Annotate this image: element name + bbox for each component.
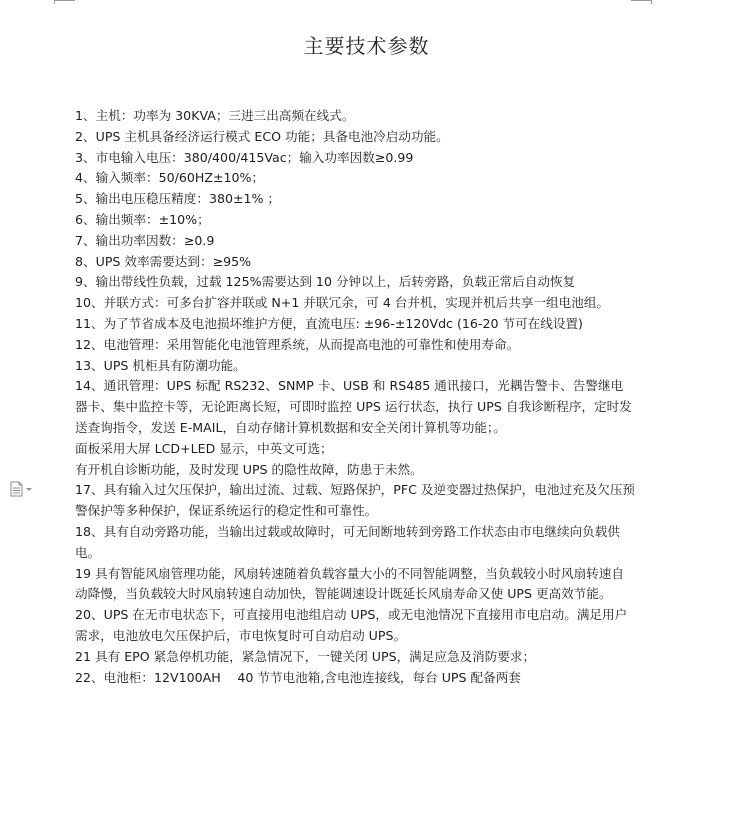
spec-item-19: 19 具有智能风扇管理功能，风扇转速随着负载容量大小的不同智能调整，当负载较小时风扇转速自动降慢，当负载较大时风扇转速自动加快，智能调速设计既延长风扇寿命又使 UPS 更高效节能。 bbox=[75, 565, 624, 602]
spec-item-11: 11、为了节省成本及电池损坏维护方便，直流电压: ±96-±120Vdc (16-20 节可在线设置) bbox=[75, 315, 583, 331]
spec-item-14: 14、通讯管理：UPS 标配 RS232、SNMP 卡、USB 和 RS485 通讯接口，光耦告警卡、告警继电器卡、集中监控卡等，无论距离长短，可即时监控 UPS 运行状态，执行 UPS 自我诊断程序，定时发送查询指令，发送 E-MAIL，自动存储计算机数据和安全关闭计算机等功能；。 bbox=[75, 378, 632, 435]
spec-item-18: 18、具有自动旁路功能，当输出过载或故障时，可无间断地转到旁路工作状态由市电继续向负载供电。 bbox=[75, 523, 620, 560]
spec-item-16: 有开机自诊断功能，及时发现 UPS 的隐性故障，防患于未然。 bbox=[75, 461, 423, 477]
spec-item-8: 8、UPS 效率需要达到：≥95% bbox=[75, 253, 252, 269]
spec-item-15: 面板采用大屏 LCD+LED 显示，中英文可选； bbox=[75, 440, 333, 456]
spec-item-13: 13、UPS 机柜具有防潮功能。 bbox=[75, 357, 246, 373]
page-corner-mark-left bbox=[54, 0, 75, 4]
spec-item-22: 22、电池柜：12V100AH 40 节节电池箱,含电池连接线，每台 UPS 配备两套 bbox=[75, 669, 521, 685]
spec-item-10: 10、并联方式：可多台扩容并联或 N+1 并联冗余，可 4 台并机，实现并机后共享一组电池组。 bbox=[75, 295, 610, 311]
spec-item-6: 6、输出频率：±10%； bbox=[75, 211, 210, 227]
spec-item-2: 2、UPS 主机具备经济运行模式 ECO 功能；具备电池冷启动功能。 bbox=[75, 128, 449, 144]
spec-item-5: 5、输出电压稳压精度：380±1% ； bbox=[75, 191, 281, 207]
page-corner-mark-right bbox=[631, 0, 652, 4]
document-body bbox=[75, 106, 635, 688]
spec-item-12: 12、电池管理：采用智能化电池管理系统，从而提高电池的可靠性和使用寿命。 bbox=[75, 336, 520, 352]
spec-item-20: 20、UPS 在无市电状态下，可直接用电池组启动 UPS，或无电池情况下直接用市电启动。满足用户需求，电池放电欠压保护后，市电恢复时可自动启动 UPS。 bbox=[75, 607, 628, 643]
document-comment-icon[interactable] bbox=[8, 481, 34, 497]
spec-item-3: 3、市电输入电压：380/400/415Vac；输入功率因数≥0.99 bbox=[75, 149, 414, 165]
spec-item-1: 1、主机：功率为 30KVA；三进三出高频在线式。 bbox=[75, 108, 355, 123]
spec-item-21: 21 具有 EPO 紧急停机功能，紧急情况下，一键关闭 UPS，满足应急及消防要求； bbox=[75, 648, 536, 664]
spec-item-17: 17、具有输入过欠压保护，输出过流、过载、短路保护，PFC 及逆变器过热保护，电池过充及欠压预警保护等多种保护，保证系统运行的稳定性和可靠性。 bbox=[75, 482, 636, 519]
spec-item-4: 4、输入频率：50/60HZ±10%； bbox=[75, 170, 265, 186]
document-title: 主要技术参数 bbox=[303, 34, 430, 58]
spec-item-9: 9、输出带线性负载，过载 125%需要达到 10 分钟以上，后转旁路，负载正常后自动恢复 bbox=[75, 274, 576, 290]
spec-item-7: 7、输出功率因数：≥0.9 bbox=[75, 232, 215, 248]
